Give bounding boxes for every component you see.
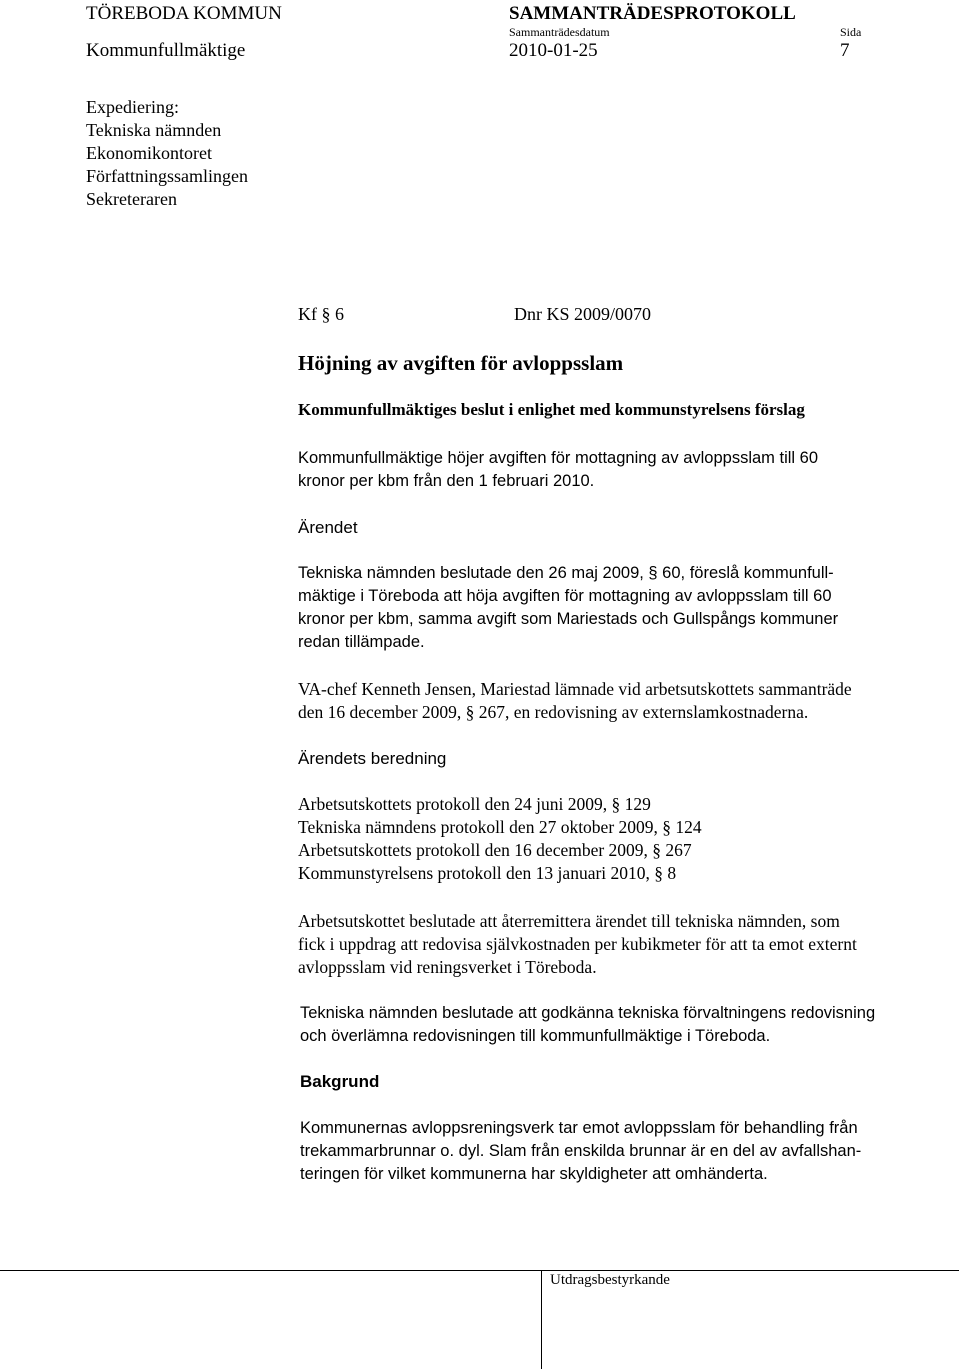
text-line: trekammarbrunnar o. dyl. Slam från enskilda brunnar är en del av avfallshan- xyxy=(300,1142,862,1160)
text-line: och överlämna redovisningen till kommunfullmäktige i Töreboda. xyxy=(300,1027,771,1045)
expediering-title: Expediering: xyxy=(86,97,179,117)
dnr: Dnr KS 2009/0070 xyxy=(514,304,652,324)
text-line: Tekniska nämnden beslutade den 26 maj 2009, § 60, föreslå kommunfull- xyxy=(298,564,834,582)
text-line: den 16 december 2009, § 267, en redovisning av externslamkostnaderna. xyxy=(298,702,809,722)
protocol-list xyxy=(298,793,702,885)
document-type: SAMMANTRÄDESPROTOKOLL xyxy=(509,3,796,24)
recipient: Tekniska nämnden xyxy=(86,120,222,140)
decision-line: kronor per kbm från den 1 februari 2010. xyxy=(298,472,595,490)
recipient: Sekreteraren xyxy=(86,189,177,209)
text-line: mäktige i Töreboda att höja avgiften för mottagning av avloppsslam till 60 xyxy=(298,587,832,605)
body-name: Kommunfullmäktige xyxy=(86,40,246,61)
decision-text xyxy=(298,447,818,493)
page-label: Sida xyxy=(840,25,862,39)
text-line: Arbetsutskottet beslutade att återremittera ärendet till tekniska nämnden, som xyxy=(298,911,840,931)
text-line: VA-chef Kenneth Jensen, Mariestad lämnade vid arbetsutskottets sammanträde xyxy=(298,679,852,699)
kf-paragraph: Kf § 6 xyxy=(298,304,344,324)
footer-label: Utdragsbestyrkande xyxy=(550,1272,670,1288)
arendet-paragraph-2 xyxy=(298,678,852,724)
beredning-paragraph-2 xyxy=(300,1002,875,1048)
decision-line: Kommunfullmäktige höjer avgiften för mottagning av avloppsslam till 60 xyxy=(298,449,819,467)
arendet-paragraph-1 xyxy=(298,562,838,654)
text-line: kronor per kbm, samma avgift som Mariestads och Gullspångs kommuner xyxy=(298,610,839,628)
protocol-item: Arbetsutskottets protokoll den 16 december 2009, § 267 xyxy=(298,840,692,860)
municipality-name: TÖREBODA KOMMUN xyxy=(86,3,282,24)
case-title: Höjning av avgiften för avloppsslam xyxy=(298,351,624,375)
text-line: avloppsslam vid reningsverket i Töreboda. xyxy=(298,957,597,977)
protocol-item: Arbetsutskottets protokoll den 24 juni 2009, § 129 xyxy=(298,794,651,814)
decision-heading: Kommunfullmäktiges beslut i enlighet med kommunstyrelsens förslag xyxy=(298,400,805,419)
text-line: redan tillämpade. xyxy=(298,633,425,651)
date-label: Sammanträdesdatum xyxy=(509,25,610,39)
meeting-date: 2010-01-25 xyxy=(509,40,598,61)
footer-divider xyxy=(541,1270,542,1369)
bakgrund-paragraph xyxy=(300,1117,861,1186)
protocol-item: Kommunstyrelsens protokoll den 13 januari 2010, § 8 xyxy=(298,863,677,883)
beredning-paragraph-1 xyxy=(298,910,857,979)
page-number: 7 xyxy=(840,40,850,61)
footer-rule xyxy=(0,1270,959,1271)
text-line: fick i uppdrag att redovisa självkostnaden per kubikmeter för att ta emot externt xyxy=(298,934,857,954)
arendet-heading: Ärendet xyxy=(298,518,358,537)
text-line: Tekniska nämnden beslutade att godkänna tekniska förvaltningens redovisning xyxy=(300,1004,876,1022)
recipient: Författningssamlingen xyxy=(86,166,248,186)
text-line: teringen för vilket kommunerna har skyldigheter att omhänderta. xyxy=(300,1165,768,1183)
text-line: Kommunernas avloppsreningsverk tar emot avloppsslam för behandling från xyxy=(300,1119,858,1137)
beredning-heading: Ärendets beredning xyxy=(298,749,447,768)
expediering-block xyxy=(86,96,248,211)
protocol-item: Tekniska nämndens protokoll den 27 oktober 2009, § 124 xyxy=(298,817,702,837)
recipient: Ekonomikontoret xyxy=(86,143,212,163)
bakgrund-heading: Bakgrund xyxy=(300,1072,380,1091)
